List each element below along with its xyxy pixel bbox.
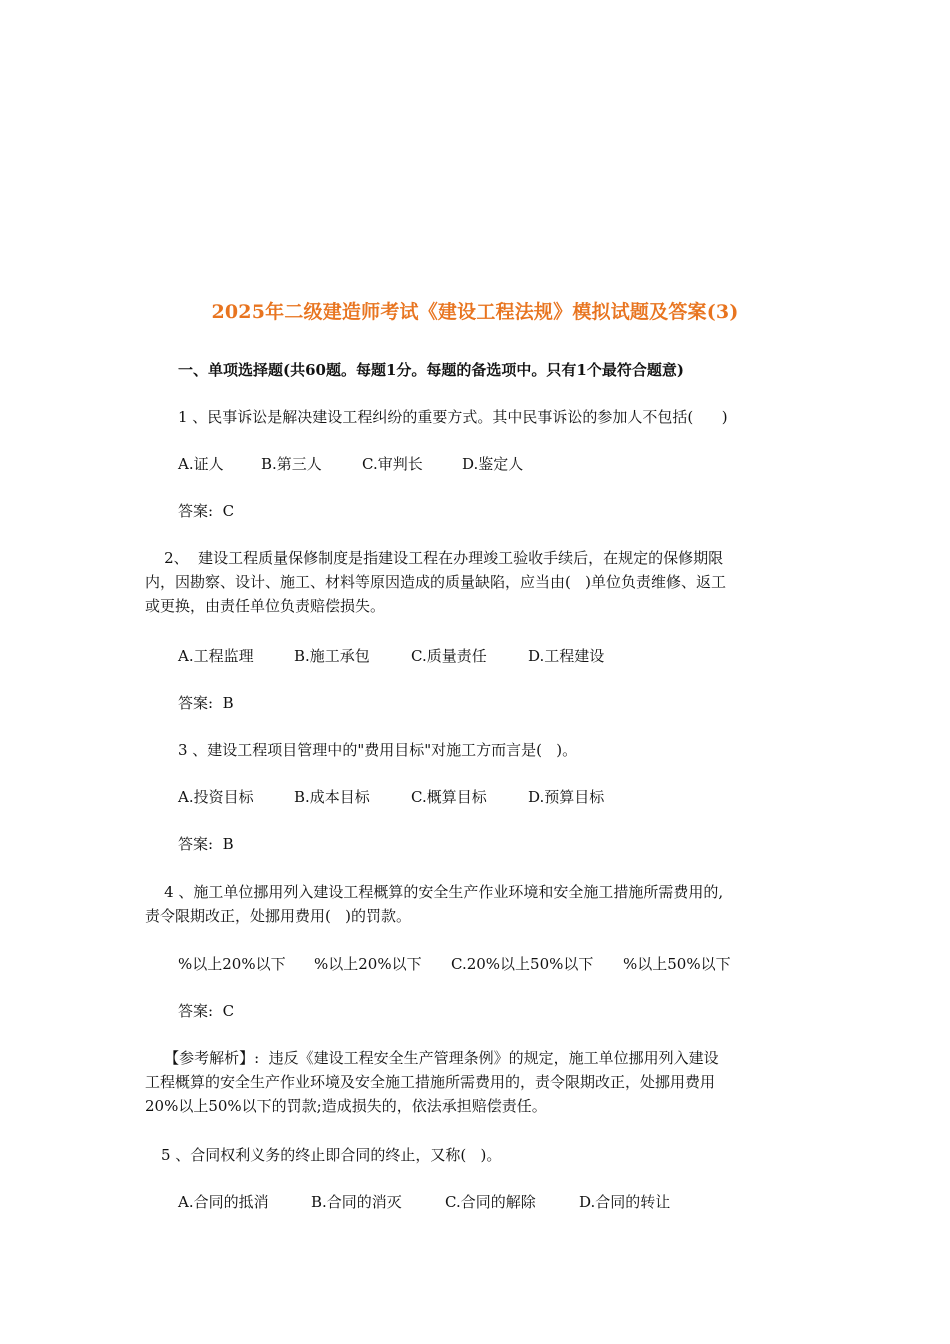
- option-c: C.概算目标: [411, 788, 487, 806]
- option-c: C.审判长: [362, 455, 423, 473]
- reference-analysis: [145, 1046, 810, 1118]
- answer-1: 答案: C: [178, 502, 235, 520]
- question-2-line-1: 2、 建设工程质量保修制度是指建设工程在办理竣工验收手续后，在规定的保修期限: [145, 549, 724, 567]
- question-2-line-2: 内，因勘察、设计、施工、材料等原因造成的质量缺陷，应当由( )单位负责维修、返工: [145, 573, 727, 591]
- analysis-line-2: 工程概算的安全生产作业环境及安全施工措施所需费用的，责令限期改正，处挪用费用: [145, 1073, 716, 1091]
- answer-3: 答案: B: [178, 835, 234, 853]
- option-b: B.合同的消灭: [311, 1193, 402, 1211]
- document-title: 2025年二级建造师考试《建设工程法规》模拟试题及答案(3): [211, 301, 739, 323]
- option-b: B.成本目标: [294, 788, 370, 806]
- option-d: D.预算目标: [528, 788, 605, 806]
- question-1-options: [178, 452, 523, 476]
- option-c: C.质量责任: [411, 647, 487, 665]
- option-d: D.工程建设: [528, 647, 605, 665]
- option-c: C.20%以上50%以下: [451, 955, 594, 973]
- question-2: [145, 546, 810, 618]
- question-4-line-2: 责令限期改正，处挪用费用( )的罚款。: [145, 907, 412, 925]
- option-c: C.合同的解除: [445, 1193, 536, 1211]
- option-d: D.合同的转让: [579, 1193, 671, 1211]
- question-5: 5 、合同权利义务的终止即合同的终止，又称( )。: [161, 1146, 502, 1164]
- question-3: 3 、建设工程项目管理中的"费用目标"对施工方而言是( )。: [178, 741, 578, 759]
- option-a: A.投资目标: [178, 788, 254, 806]
- answer-4: 答案: C: [178, 1002, 235, 1020]
- option-a: A.工程监理: [178, 647, 254, 665]
- option-a: A.合同的抵消: [178, 1193, 269, 1211]
- analysis-line-3: 20%以上50%以下的罚款;造成损失的，依法承担赔偿责任。: [145, 1097, 547, 1115]
- section-heading: 一、单项选择题(共60题。每题1分。每题的备选项中。只有1个最符合题意): [178, 361, 684, 379]
- option-b: B.第三人: [261, 455, 322, 473]
- option-d: D.鉴定人: [462, 455, 524, 473]
- question-2-line-3: 或更换，由责任单位负责赔偿损失。: [145, 597, 386, 615]
- question-4: [145, 880, 810, 928]
- question-5-options: [178, 1190, 670, 1214]
- question-4-options: [178, 952, 731, 976]
- question-3-options: [178, 785, 604, 809]
- option-a: %以上20%以下: [178, 955, 286, 973]
- answer-2: 答案: B: [178, 694, 234, 712]
- option-b: %以上20%以下: [314, 955, 422, 973]
- analysis-line-1: 【参考解析】: 违反《建设工程安全生产管理条例》的规定，施工单位挪用列入建设: [145, 1049, 719, 1067]
- option-b: B.施工承包: [294, 647, 370, 665]
- question-4-line-1: 4 、施工单位挪用列入建设工程概算的安全生产作业环境和安全施工措施所需费用的,: [145, 883, 724, 901]
- option-d: %以上50%以下: [623, 955, 731, 973]
- question-1: 1 、民事诉讼是解决建设工程纠纷的重要方式。其中民事诉讼的参加人不包括( ): [178, 408, 728, 426]
- option-a: A.证人: [178, 455, 224, 473]
- question-2-options: [178, 644, 604, 668]
